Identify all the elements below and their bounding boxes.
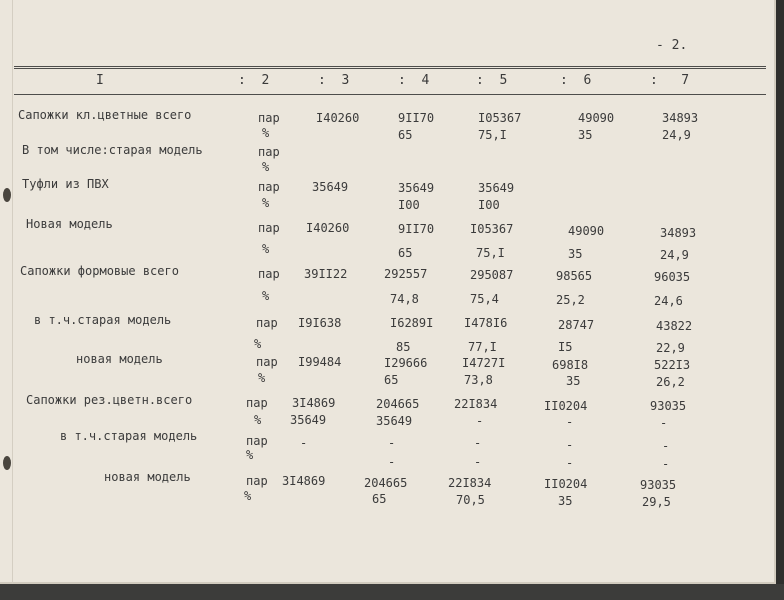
cell: 70,5 [456,493,485,507]
cell: I40260 [306,221,350,235]
cell: 22,9 [656,341,685,355]
cell: - [476,414,484,428]
cell: I478I6 [464,316,508,330]
cell: 522I3 [654,358,691,372]
cell: 65 [372,492,387,506]
cell: I4727I [462,356,506,370]
cell: I05367 [470,222,514,236]
unit-pairs: пар [258,221,280,235]
unit-pairs: пар [258,180,280,194]
cell: - [388,436,396,450]
cell: 9II70 [398,222,435,236]
page-number: - 2. [656,38,688,53]
header-col-7: : 7 [650,73,690,88]
cell: 24,9 [660,248,689,262]
cell: 35649 [376,414,413,428]
scan-border-right [776,0,784,600]
unit-pairs: пар [258,145,280,159]
cell: 85 [396,340,411,354]
row-label: Новая модель [26,217,113,231]
cell: 93035 [640,478,677,492]
cell: 698I8 [552,358,589,372]
header-col-4: : 4 [398,73,430,88]
unit-percent: % [262,196,270,210]
cell: 24,9 [662,128,691,142]
cell: 24,6 [654,294,683,308]
cell: I99484 [298,355,342,369]
cell: 43822 [656,319,693,333]
punch-hole [3,456,11,470]
unit-pairs: пар [246,474,268,488]
cell: I9I638 [298,316,342,330]
unit-percent: % [262,289,270,303]
table-top-rule-double [14,68,766,69]
cell: 77,I [468,340,497,354]
cell: 35649 [290,413,327,427]
page-fold [12,0,13,584]
unit-percent: % [244,489,252,503]
cell: 34893 [660,226,697,240]
cell: 75,4 [470,292,499,306]
row-label: новая модель [76,352,163,366]
unit-percent: % [254,337,262,351]
unit-pairs: пар [256,316,278,330]
cell: 34893 [662,111,699,125]
header-col-6: : 6 [560,73,592,88]
unit-percent: % [246,448,254,462]
row-label: Сапожки рез.цветн.всего [26,393,193,407]
cell: 35 [568,247,583,261]
cell: 39II22 [304,267,348,281]
cell: 9II70 [398,111,435,125]
unit-percent: % [262,126,270,140]
cell: - [300,436,308,450]
cell: - [474,436,482,450]
cell: 204665 [376,397,420,411]
cell: 75,I [478,128,507,142]
cell: 96035 [654,270,691,284]
header-col-2: : 2 [238,73,270,88]
cell: 25,2 [556,293,585,307]
cell: 49090 [578,111,615,125]
cell: 98565 [556,269,593,283]
row-label: В том числе:старая модель [22,143,203,157]
cell: 35 [578,128,593,142]
cell: - [474,455,482,469]
row-label: в т.ч.старая модель [34,313,172,327]
header-col-1: I [96,73,104,88]
cell: - [662,457,670,471]
cell: II0204 [544,399,588,413]
cell: I00 [478,198,500,212]
cell: - [388,455,396,469]
row-label: Туфли из ПВХ [22,177,109,191]
cell: I6289I [390,316,434,330]
scan-border-bottom [0,584,784,600]
row-label: Сапожки формовые всего [20,264,179,278]
cell: - [566,415,574,429]
cell: 3I4869 [292,396,336,410]
row-label: новая модель [104,470,191,484]
row-label: в т.ч.старая модель [60,429,198,443]
cell: 93035 [650,399,687,413]
punch-hole [3,188,11,202]
cell: 29,5 [642,495,671,509]
unit-percent: % [262,242,270,256]
cell: 49090 [568,224,605,238]
cell: 295087 [470,268,514,282]
cell: 65 [398,246,413,260]
cell: 65 [398,128,413,142]
cell: I29666 [384,356,428,370]
unit-percent: % [262,160,270,174]
cell: - [662,439,670,453]
unit-percent: % [254,413,262,427]
cell: 22I834 [448,476,492,490]
unit-percent: % [258,371,266,385]
cell: I00 [398,198,420,212]
cell: 65 [384,373,399,387]
cell: 75,I [476,246,505,260]
cell: 35 [558,494,573,508]
cell: 35649 [478,181,515,195]
cell: 74,8 [390,292,419,306]
cell: 35 [566,374,581,388]
cell: 35649 [312,180,349,194]
cell: 26,2 [656,375,685,389]
cell: II0204 [544,477,588,491]
cell: 28747 [558,318,595,332]
cell: 35649 [398,181,435,195]
header-col-3: : 3 [318,73,350,88]
cell: I05367 [478,111,522,125]
table-header-rule [14,94,766,95]
cell: I5 [558,340,573,354]
unit-pairs: пар [246,396,268,410]
cell: I40260 [316,111,360,125]
header-col-5: : 5 [476,73,508,88]
cell: 73,8 [464,373,493,387]
cell: 204665 [364,476,408,490]
unit-pairs: пар [256,355,278,369]
cell: - [660,416,668,430]
cell: 292557 [384,267,428,281]
unit-pairs: пар [258,267,280,281]
unit-pairs: пар [246,434,268,448]
unit-pairs: пар [258,111,280,125]
cell: 3I4869 [282,474,326,488]
cell: - [566,456,574,470]
table-top-rule [14,66,766,67]
row-label: Сапожки кл.цветные всего [18,108,192,122]
cell: - [566,438,574,452]
cell: 22I834 [454,397,498,411]
